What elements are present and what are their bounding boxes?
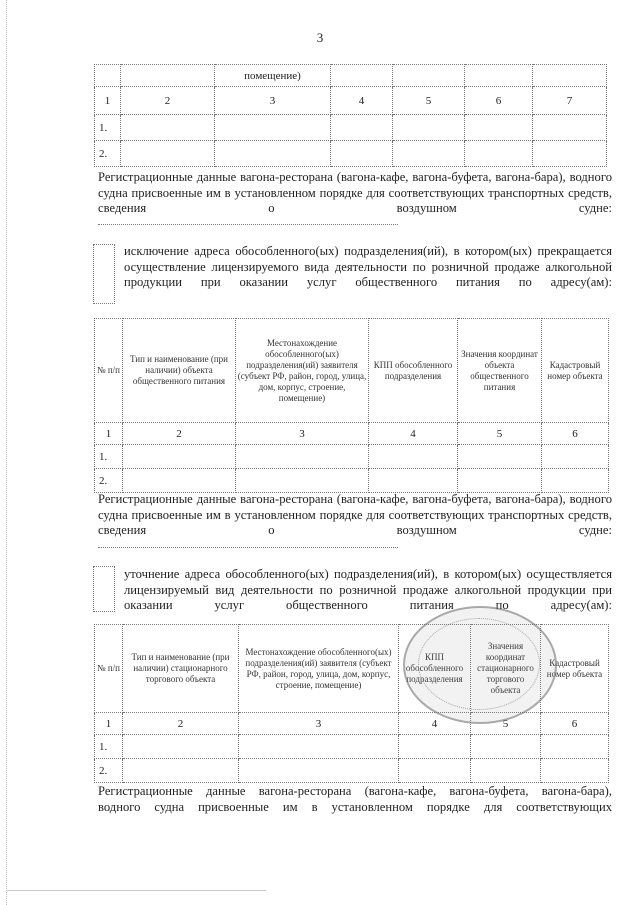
table-cell [369,469,458,493]
column-number: 1 [95,423,123,445]
table-cell [541,735,609,759]
column-number: 5 [393,87,465,115]
table-cell [239,759,399,783]
column-number: 3 [239,713,399,735]
table-cell [215,141,331,167]
table-cell [393,141,465,167]
table-cell [533,65,607,87]
header-kpp: КПП обособленного подразделения [369,319,458,423]
table-cell [471,759,541,783]
exclusion-table [94,318,609,493]
table-cell [123,735,239,759]
row-number: 2. [95,469,123,493]
registration-line-2: водного судна присвоенные им в установленном порядке для соответствующих [98,799,612,814]
column-number: 4 [331,87,393,115]
column-number: 3 [215,87,331,115]
column-number: 5 [471,713,541,735]
registration-text: Регистрационные данные вагона-ресторана (вагона-кафе, вагона-буфета, вагона-бара), водного судна присвоенные им в установленном порядке для соответствующих транспортных средств, сведения о воздушном судне: [98,170,612,215]
table-cell [121,141,215,167]
table-cell [95,65,121,87]
table-cell [542,469,609,493]
registration-text: Регистрационные данные вагона-ресторана (вагона-кафе, вагона-буфета, вагона-бара), водного судна присвоенные им в установленном порядке для соответствующих транспортных средств, сведения о воздушном судне: [98,492,612,537]
table-cell [331,65,393,87]
registration-paragraph [98,492,612,539]
table-cell [236,445,369,469]
exclusion-text: исключение адреса обособленного(ых) подразделения(ий), в котором(ых) прекращается осуществление лицензируемого вида деятельности по розничной продаже алкогольной продукции при оказании услуг общественного питания по адресу(ам): [124,244,612,289]
answer-line [98,547,398,548]
table-cell [458,469,542,493]
column-number: 5 [458,423,542,445]
official-seal-inner-ring [418,618,540,710]
column-number: 4 [399,713,471,735]
table-header-cell: помещение) [215,65,331,87]
column-number: 6 [542,423,609,445]
header-location: Местонахождение обособленного(ых) подразделения(ий) заявителя (субъект РФ, район, город, улица, дом, корпус, строение, помещение) [236,319,369,423]
exclusion-option [124,244,612,291]
table-cell [465,141,533,167]
row-number: 2. [95,141,121,167]
column-number: 3 [236,423,369,445]
page-bottom-rule [6,890,266,891]
row-number: 2. [95,759,123,783]
header-location: Местонахождение обособленного(ых) подразделения(ий) заявителя (субъект РФ, район, город, улица, дом, корпус, строение, помещение) [239,625,399,713]
table-cell [533,115,607,141]
header-number: № п/п [95,319,123,423]
header-cadastral: Кадастровый номер объекта [542,319,609,423]
row-number: 1. [95,735,123,759]
table-cell [458,445,542,469]
table-cell [471,735,541,759]
column-number: 2 [123,713,239,735]
column-number: 1 [95,713,123,735]
clarification-option [124,567,612,614]
row-number: 1. [95,115,121,141]
clarification-checkbox[interactable] [93,566,115,612]
table-cell [393,65,465,87]
header-cadastral: Кадастровый номер объекта [541,625,609,713]
row-number: 1. [95,445,123,469]
header-coordinates: Значения координат стационарного торгового объекта [471,625,541,713]
page-edge [6,0,7,905]
column-number: 4 [369,423,458,445]
table-cell [533,141,607,167]
registration-paragraph-continued [98,784,612,815]
registration-paragraph [98,170,612,217]
clarification-text: уточнение адреса обособленного(ых) подразделения(ий), в котором(ых) осуществляется лицензируемый вид деятельности по розничной продаже алкогольной продукции при оказании услуг общественного питания по адресу(ам): [124,567,612,612]
exclusion-checkbox[interactable] [93,244,115,304]
table-cell [369,445,458,469]
table-cell [123,445,236,469]
header-number: № п/п [95,625,123,713]
table-cell [236,469,369,493]
table-cell [393,115,465,141]
table-cell [121,115,215,141]
table-cell [123,759,239,783]
table-cell [465,65,533,87]
answer-line [98,224,398,225]
table-cell [541,759,609,783]
table-cell [465,115,533,141]
table-cell [215,115,331,141]
header-coordinates: Значения координат объекта общественного питания [458,319,542,423]
table-cell [331,141,393,167]
table-cell [399,735,471,759]
header-kpp: КПП обособленного подразделения [399,625,471,713]
page-number: 3 [316,30,324,45]
column-number: 6 [465,87,533,115]
table-cell [239,735,399,759]
table-cell [331,115,393,141]
header-object-type: Тип и наименование (при наличии) стационарного торгового объекта [123,625,239,713]
column-number: 7 [533,87,607,115]
table-cell [399,759,471,783]
column-number: 2 [123,423,236,445]
table-cell [121,65,215,87]
table-cell [123,469,236,493]
column-number: 6 [541,713,609,735]
header-object-type: Тип и наименование (при наличии) объекта общественного питания [123,319,236,423]
registration-line-1: Регистрационные данные вагона-ресторана (вагона-кафе, вагона-буфета, вагона-бара), [98,784,612,798]
continuation-table [94,64,607,167]
table-cell [542,445,609,469]
column-number: 2 [121,87,215,115]
column-number: 1 [95,87,121,115]
